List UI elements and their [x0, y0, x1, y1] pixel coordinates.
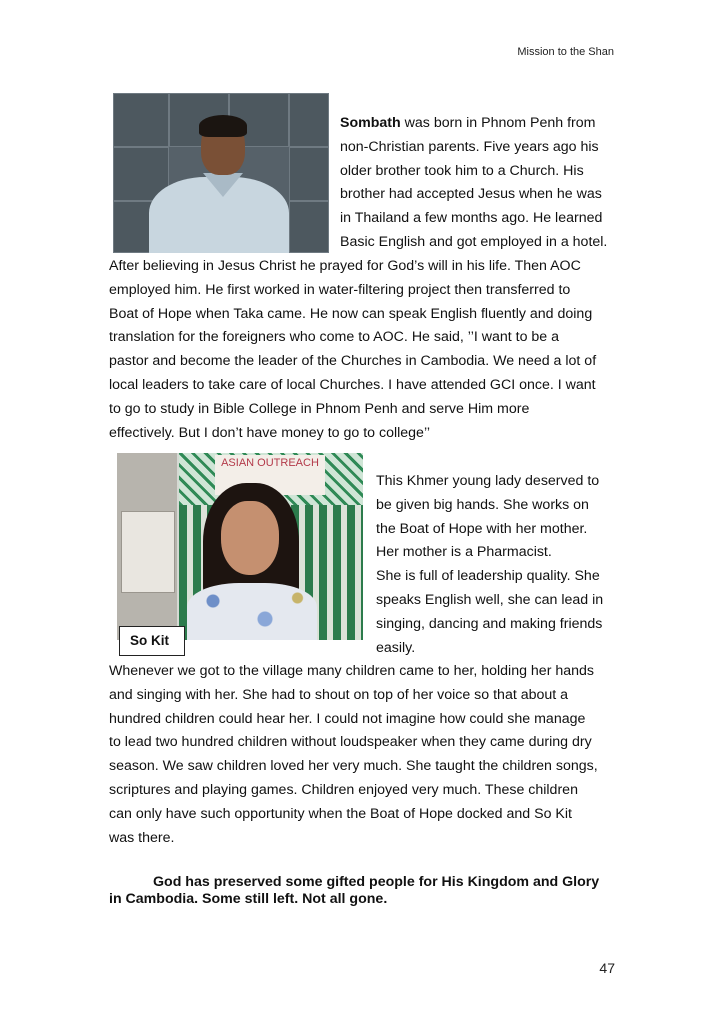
text-line: non-Christian parents. Five years ago his: [340, 138, 599, 155]
photo-banner-text: ASIAN OUTREACH: [215, 455, 325, 495]
text-line: and singing with her. She had to shout on top of her voice so that about a: [109, 686, 569, 703]
text-line: was there.: [109, 829, 175, 846]
so-kit-intro-wrapped: [376, 470, 603, 660]
closing-line: God has preserved some gifted people for His Kingdom and Glory: [153, 874, 600, 890]
text-line: pastor and become the leader of the Churches in Cambodia. We need a lot of: [109, 353, 597, 370]
text-line: the Boat of Hope with her mother.: [376, 520, 588, 537]
text-line: translation for the foreigners who come to AOC. He said, ’’I want to be a: [109, 329, 560, 346]
text-line: effectively. But I don’t have money to go to college’’: [109, 424, 430, 441]
running-header: Mission to the Shan: [517, 46, 614, 58]
text-line: This Khmer young lady deserved to: [376, 473, 600, 489]
text-line: Boat of Hope when Taka came. He now can speak English fluently and doing: [109, 305, 593, 322]
text-line: local leaders to take care of local Churches. I have attended GCI once. I want: [109, 376, 596, 393]
sombath-intro-wrapped: Sombath was born in Phnom Penh from non-Christian parents. Five years ago his older brother took him to a Church. His brother had accepted Jesus when he was in Thailand a few months ago. He learned Basic English and got employed in a hotel.: [340, 112, 607, 255]
text-line: Whenever we got to the village many children came to her, holding her hands: [109, 663, 595, 679]
sombath-photo: [113, 93, 329, 253]
page-number: 47: [599, 960, 615, 976]
text-line: employed him. He first worked in water-filtering project then transferred to: [109, 281, 571, 298]
text-line: Basic English and got employed in a hotel.: [340, 233, 608, 250]
text-line: Her mother is a Pharmacist.: [376, 544, 552, 561]
text-line: season. We saw children loved her very much. She taught the children songs,: [109, 758, 598, 775]
text-line: speaks English well, she can lead in: [376, 591, 604, 608]
text-line: She is full of leadership quality. She: [376, 568, 600, 585]
text-line: to go to study in Bible College in Phnom Penh and serve Him more: [109, 400, 530, 417]
sombath-paragraph-continued: [109, 255, 596, 445]
so-kit-photo: [117, 453, 363, 640]
text-line: easily.: [376, 639, 416, 656]
so-kit-paragraph-continued: [109, 660, 598, 850]
text-line: can only have such opportunity when the Boat of Hope docked and So Kit: [109, 805, 572, 822]
text-line: in Thailand a few months ago. He learned: [340, 210, 603, 227]
text-line: brother had accepted Jesus when he was: [340, 186, 602, 203]
photo-caption: So Kit: [119, 626, 185, 656]
text-line: singing, dancing and making friends: [376, 615, 603, 632]
text-line: older brother took him to a Church. His: [340, 162, 584, 179]
closing-line: in Cambodia. Some still left. Not all gone.: [109, 891, 388, 907]
text-line: to lead two hundred children without loudspeaker when they came during dry: [109, 734, 592, 751]
sombath-name: Sombath: [340, 115, 401, 131]
text-line: hundred children could hear her. I could not imagine how could she manage: [109, 710, 586, 727]
closing-statement: [109, 874, 619, 908]
text-line: scriptures and playing games. Children enjoyed very much. These children: [109, 781, 578, 798]
text-line: be given big hands. She works on: [376, 496, 589, 513]
text-line: After believing in Jesus Christ he prayed for God’s will in his life. Then AOC: [109, 258, 581, 274]
